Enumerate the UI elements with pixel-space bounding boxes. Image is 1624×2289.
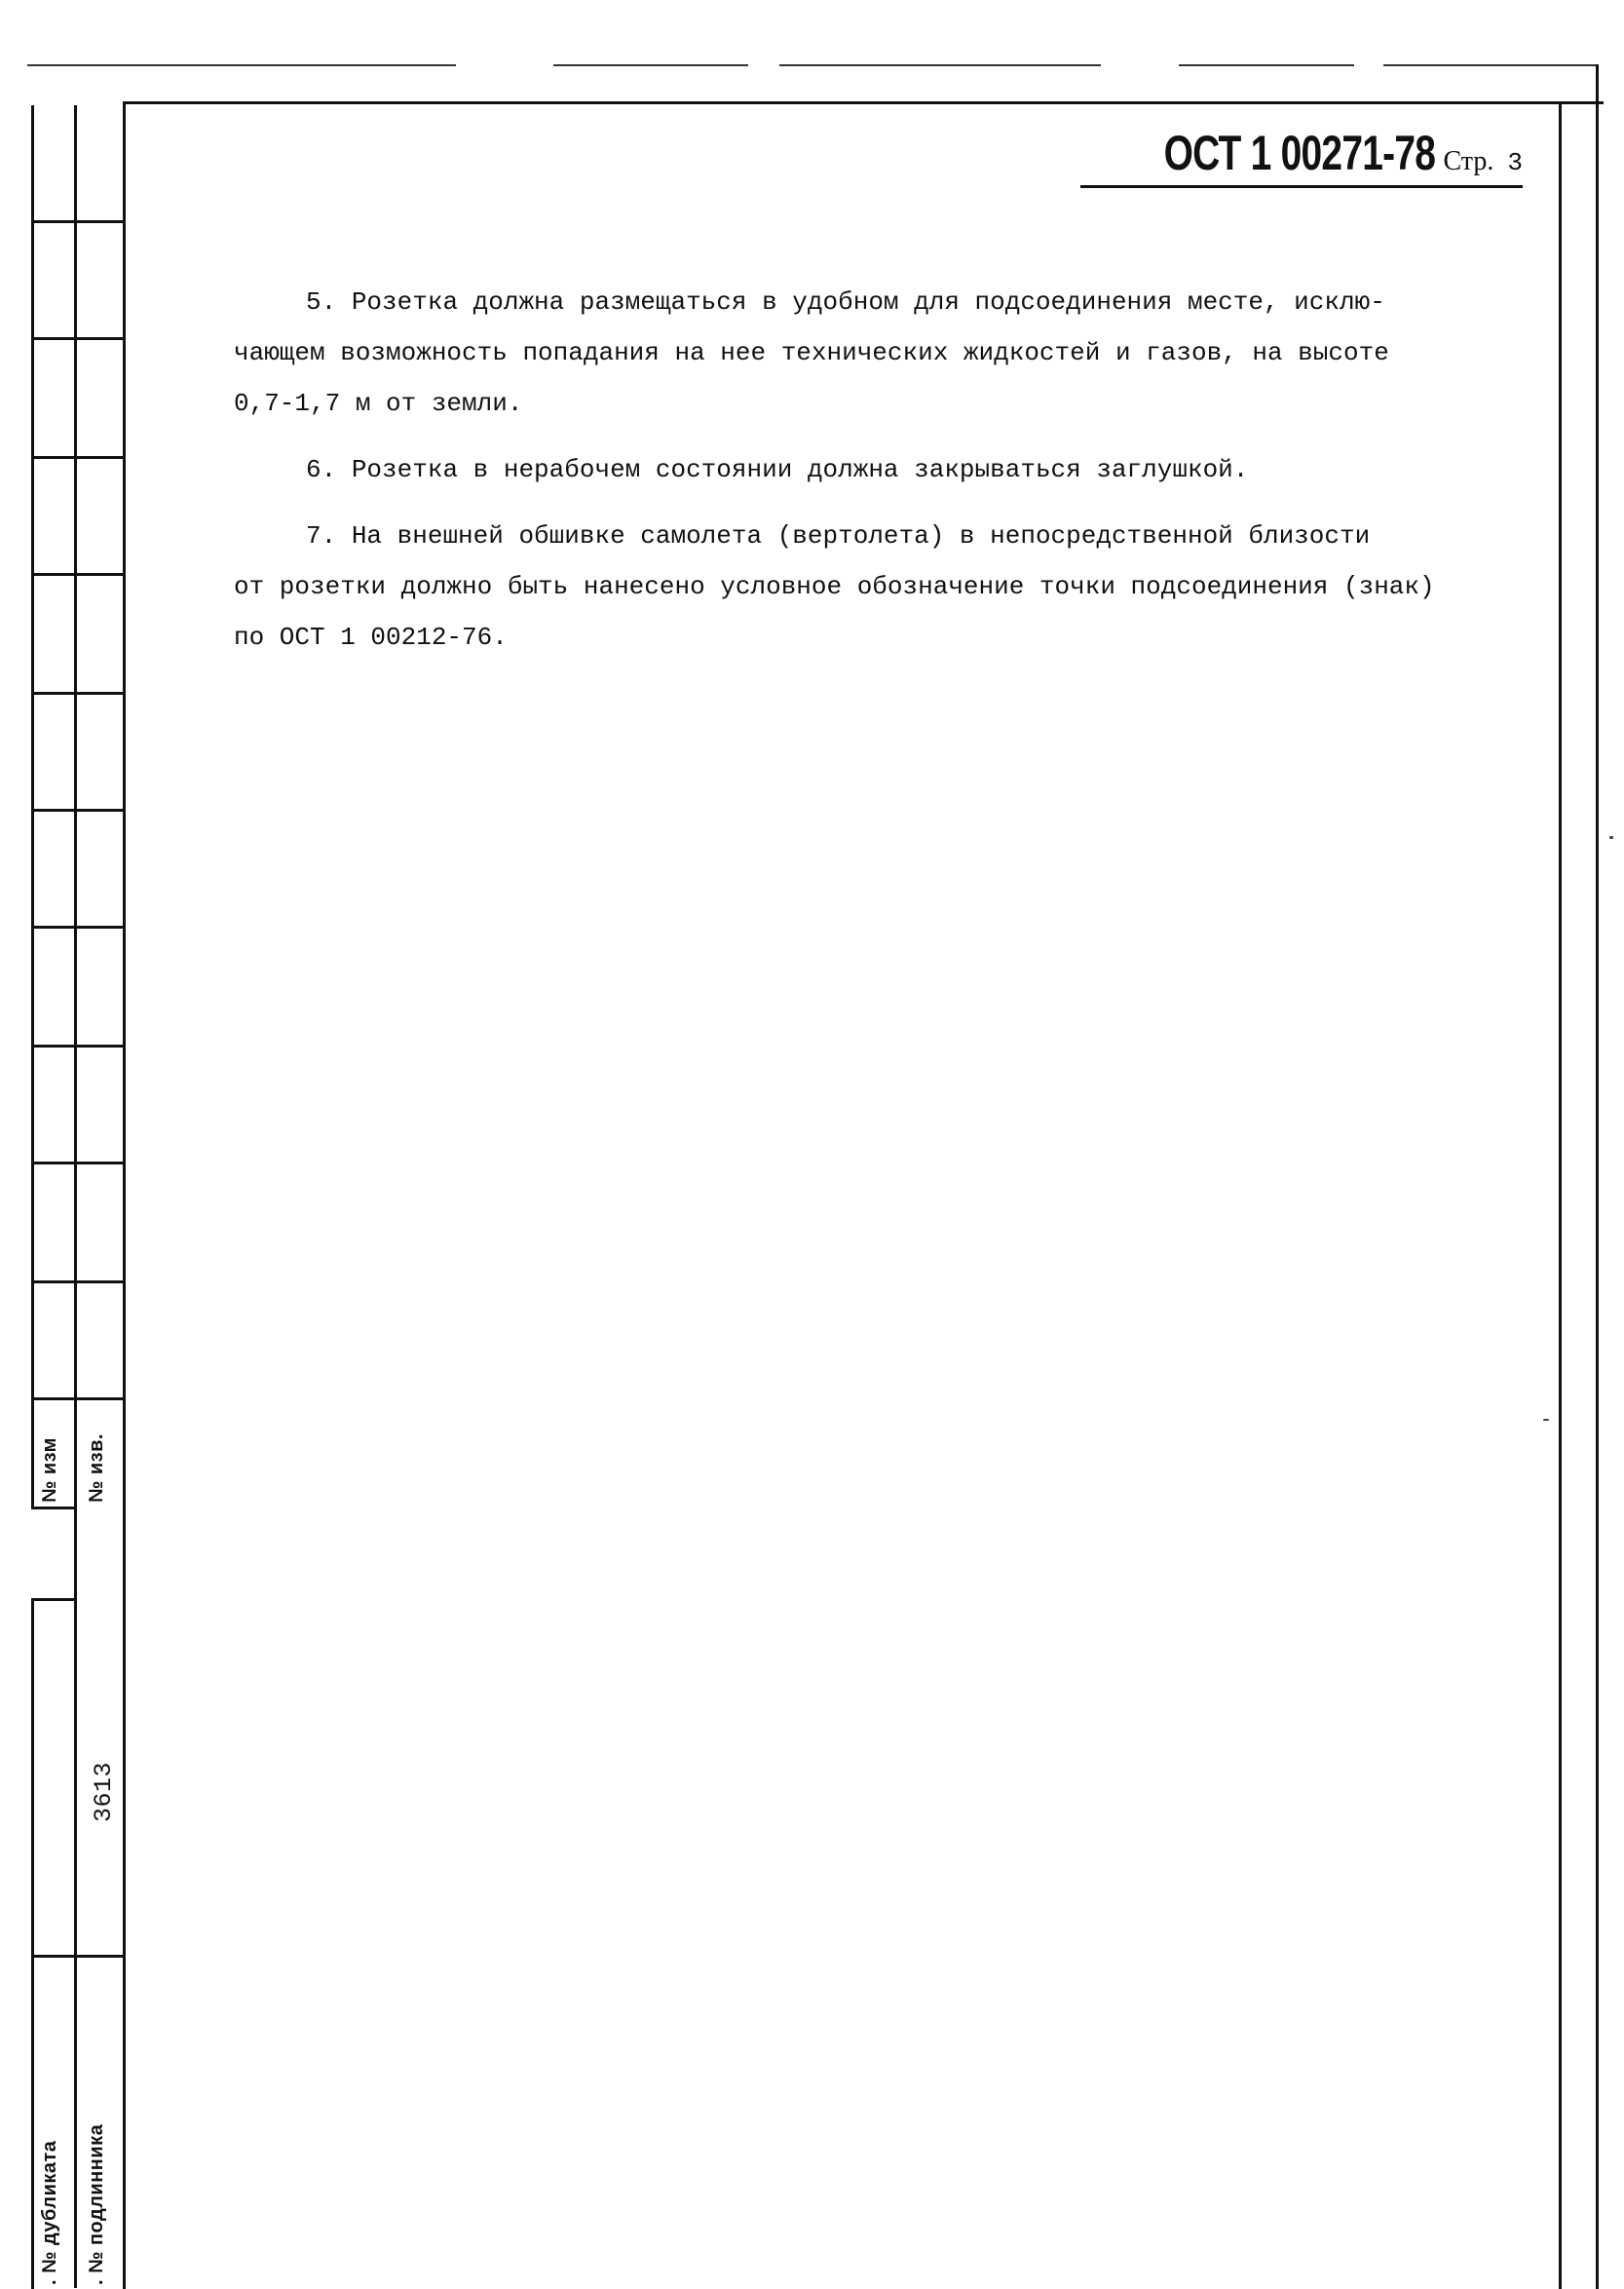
original-inv-label: . № подлинника	[86, 2123, 107, 2285]
scan-speck	[1609, 836, 1613, 839]
strip-row-line	[31, 456, 125, 459]
top-rule-2	[553, 64, 748, 66]
page-edge-line	[1596, 64, 1599, 2289]
paragraph-5	[234, 277, 1442, 429]
document-code: ОСТ 1 00271-78	[1163, 126, 1436, 180]
strip-row-line	[31, 1280, 125, 1283]
top-rule-5	[1383, 64, 1598, 66]
paragraph-number: 5.	[306, 287, 337, 317]
document-header	[1087, 125, 1523, 181]
text-line: Розетка в нерабочем состоянии должна закрываться заглушкой.	[351, 455, 1249, 484]
strip-row-line	[31, 809, 125, 812]
strip-row-line	[31, 220, 125, 223]
strip-row-line	[31, 1955, 125, 1958]
strip-row-line	[31, 1162, 125, 1164]
text-line: На внешней обшивке самолета (вертолета) в непосредственной близости	[351, 521, 1371, 551]
page-label: Стр.	[1443, 146, 1494, 176]
frame-right-border	[1559, 101, 1562, 2289]
strip-row-line	[31, 337, 125, 340]
header-underline	[1080, 185, 1523, 188]
text-line: чающем возможность попадания на нее технических жидкостей и газов, на высоте	[234, 338, 1389, 367]
strip-line-outer-lower	[31, 1598, 34, 2289]
scan-speck	[1543, 1419, 1549, 1421]
strip-row-line	[31, 1045, 125, 1048]
rev-no-label: № изм	[39, 1437, 60, 1503]
top-rule-3	[779, 64, 1101, 66]
paragraph-number: 7.	[306, 521, 337, 551]
strip-line-outer	[31, 105, 34, 1508]
duplicate-inv-label: . № дубликата	[39, 2140, 60, 2285]
strip-line-middle	[74, 105, 77, 2288]
text-line: Розетка должна размещаться в удобном для подсоединения месте, исклю-	[351, 287, 1385, 317]
top-rule-1	[27, 64, 456, 66]
strip-row-line	[31, 1507, 76, 1509]
strip-row-line	[31, 573, 125, 576]
paragraph-7	[234, 511, 1442, 663]
strip-row-line	[31, 926, 125, 929]
strip-row-line	[31, 1397, 125, 1400]
strip-line-inner	[123, 101, 126, 2289]
strip-row-line	[31, 1598, 76, 1601]
text-line: от розетки должно быть нанесено условное обозначение точки подсоединения (знак)	[234, 572, 1435, 601]
text-line: 0,7-1,7 м от земли.	[234, 389, 523, 418]
notice-no-label: № изв.	[86, 1433, 107, 1503]
top-rule-4	[1179, 64, 1354, 66]
page-number: 3	[1507, 148, 1523, 177]
frame-top-border	[125, 101, 1604, 104]
original-inv-value: 3613	[90, 1761, 118, 1822]
text-line: по ОСТ 1 00212-76.	[234, 623, 508, 652]
strip-row-line	[31, 692, 125, 695]
paragraph-6	[234, 444, 1442, 495]
document-body	[234, 277, 1442, 678]
paragraph-number: 6.	[306, 455, 337, 484]
